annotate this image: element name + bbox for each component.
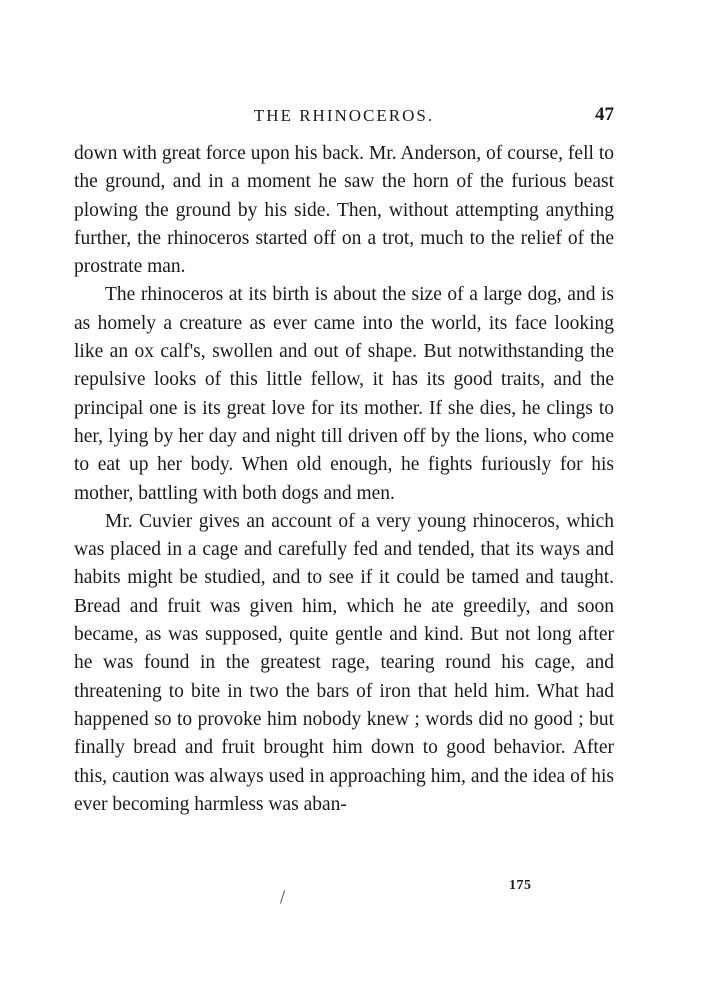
paragraph-cuvier-account: Mr. Cuvier gives an account of a very young rhinoceros, which was placed in a cage and carefully fed and tended, that its ways and habits might be studied, and to see if it could be tamed and taught. Bread and fruit was given him, which he ate greedily, and soon became, as was supposed, quite gentle and kind. But not long after he was found in the greatest rage, tearing round his cage, and threatening to bite in two the bars of iron that held him. What had happened so to provoke him nobody knew ; words did no good ; but finally bread and fruit brought him down to good behavior. After this, caution was always used in approaching him, and the idea of his ever becoming harmless was aban- [74, 510, 614, 815]
body-text [74, 140, 614, 819]
page-number: 47 [595, 104, 614, 125]
running-title: THE RHINOCEROS. [253, 106, 435, 125]
stray-ink-mark [280, 890, 285, 904]
running-header [74, 106, 614, 130]
paragraph-rhino-birth: The rhinoceros at its birth is about the size of a large dog, and is as homely a creature as ever came into the world, its face looking like an ox calf's, swollen and out of shape. But notwithstanding the repulsive looks of this little fellow, it has its good traits, and the principal one is its great love for its mother. If she dies, he clings to her, lying by her day and night till driven off by the lions, who come to eat up her body. When old enough, he fights furiously for his mother, battling with both dogs and men. [74, 284, 614, 504]
printer-signature-mark: 175 [509, 878, 532, 893]
paragraph-continued: down with great force upon his back. Mr. Anderson, of course, fell to the ground, and in a moment he saw the horn of the furious beast plowing the ground by his side. Then, without attempting anything further, the rhinoceros started off on a trot, much to the relief of the prostrate man. [74, 143, 614, 278]
